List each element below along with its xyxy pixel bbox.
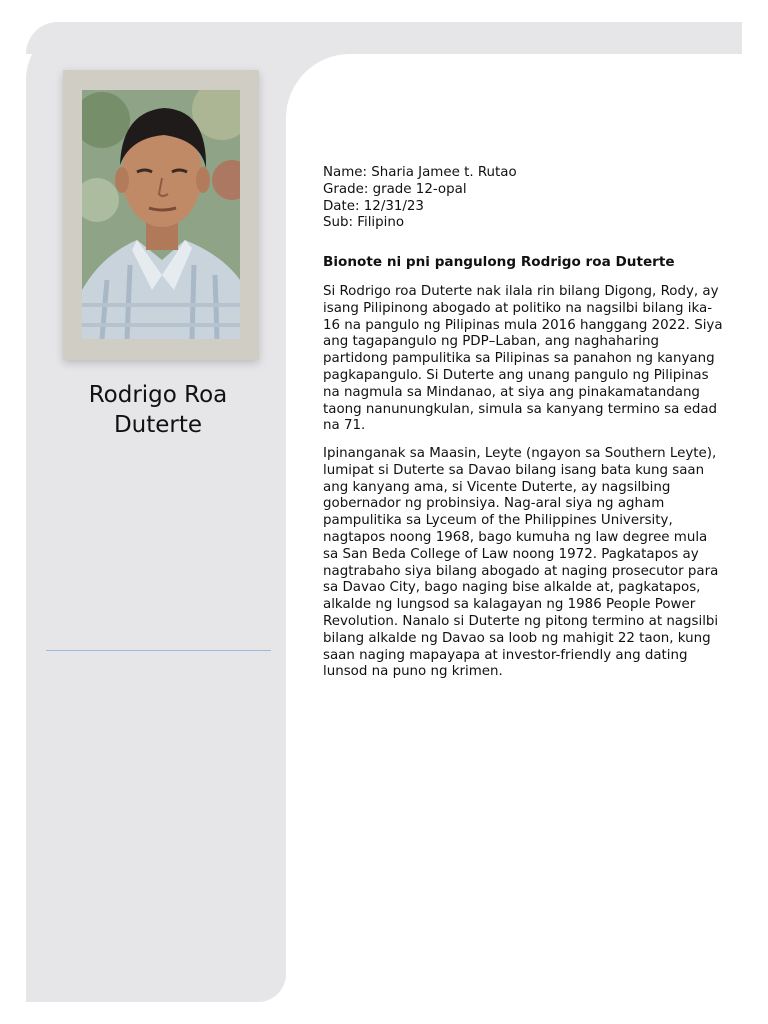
grade-line: Grade: grade 12-opal	[323, 181, 467, 197]
article-title: Bionote ni pni pangulong Rodrigo roa Duterte	[323, 254, 675, 270]
student-info-block	[323, 165, 723, 232]
subject-line: Sub: Filipino	[323, 215, 405, 231]
portrait-illustration	[82, 90, 240, 339]
date-line: Date: 12/31/23	[323, 198, 424, 214]
person-name-caption: Rodrigo Roa Duterte	[88, 382, 228, 438]
article-paragraph-2: Ipinanganak sa Maasin, Leyte (ngayon sa Southern Leyte), lumipat si Duterte sa Davao bilang isang bata kung saan ang kanyang ama, si Vicente Duterte, ay nagsilbing gobernador ng probinsiya. Nag-aral siya ng agham pampulitika sa Lyceum of the Philippines University, nagtapos noong 1968, bago kumuha ng law degree mula sa San Beda College of Law noong 1972. Pagkatapos ay nagtrabaho siya bilang abogado at naging prosecutor para sa Davao City, bago naging bise alkalde at, pagkatapos, alkalde ng lungsod sa kalagayan ng 1986 People Power Revolution. Nanalo si Duterte ng pitong termino at nagsilbi bilang alkalde ng Davao sa loob ng mahigit 22 taon, kung saan naging mapayapa at investor-friendly ang dating lunsod na puno ng krimen.	[323, 446, 719, 680]
article-paragraph-1: Si Rodrigo roa Duterte nak ilala rin bilang Digong, Rody, ay isang Pilipinong abogado at politiko na nagsilbi bilang ika-16 na pangulo ng Pilipinas mula 2016 hanggang 2022. Siya ang tagapangulo ng PDP–Laban, ang naghaharing partidong pampulitika sa Pilipinas sa panahon ng kanyang pagkapangulo. Si Duterte ang unang pangulo ng Pilipinas na nagmula sa Mindanao, at siya ang pinakamatandang taong nanunungkulan, simula sa kanyang termino sa edad na 71.	[323, 284, 723, 434]
sidebar-divider	[46, 650, 271, 651]
portrait-photo	[82, 90, 240, 339]
student-name-line: Name: Sharia Jamee t. Rutao	[323, 165, 517, 180]
